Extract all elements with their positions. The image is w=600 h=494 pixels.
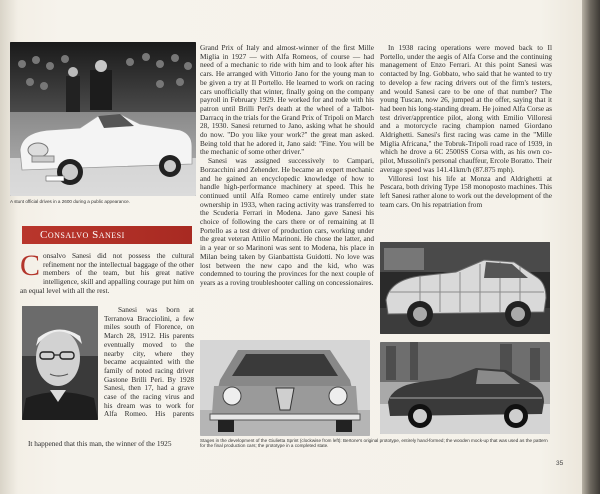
col2-paragraph-2: Sanesi was assigned successively to Campari, Borzacchini and Zehender. He became an expert mechanic and he gained an encyclopedic knowledge of how to handle high-performance machinery at speed. This he continued until Alfa Romeo came entirely under state ownership in 1933, when racing activity was transferred to the Scuderia Ferrari in Modena. Jano gave Sanesi his choice of following the cars there or of remaining at Il Portello as a test driver of production cars, working under the great veteran Attilio Marinoni. He chose the latter, and in a year or so Marinoni was sent to Modena, his place in Milan being taken by Gianbattista Guidotti. No love was lost between the new capo and the kid, who was condemned to touring the provinces for the next couple of years as a roving troubleshooter calling on concessionaires.: [200, 156, 374, 287]
column-1-narrow: [104, 306, 194, 418]
car-front-photo-art: [200, 340, 370, 436]
drop-cap: C: [20, 252, 41, 282]
caption-bottom: Stages in the development of the Giulietta Sprint (clockwise from left): Bertone's original prototype, entirely hand-formed; the wooden mock-up that was used as the pattern for the final production cars; the prototype in a completed state.: [200, 438, 548, 449]
caption-top-left: A stunt official drives in a 2600 during a public appearance.: [10, 199, 130, 204]
prototype-photo-art: [380, 342, 550, 434]
photo-car-front: [200, 340, 370, 436]
photo-portrait: [22, 306, 98, 420]
column-2: [200, 44, 374, 340]
photo-wooden-mockup: [380, 242, 550, 334]
column-1-bottom: [20, 440, 194, 468]
convertible-photo-art: [10, 42, 196, 196]
book-spine: [582, 0, 600, 494]
col3-paragraph-1: In 1938 racing operations were moved back to Il Portello, under the aegis of Alfa Corse and the continuing management of Enzo Ferrari. At this point Sanesi was contacted by Ing. Gobbato, who said that he wanted to try to develop a few racing drivers out of the firm's testers, and would Sanesi care to be one of that number? The young Tuscan, now 26, jumped at the offer, saying that it had been his long-standing dream. He joined Alfa Corse as test driver/apprentice pilot, along with Emilio Villoresi and a motorcycle racing champion named Giordano Aldrighetti. Sanesi's first racing was came in the "Mille Miglia Africana," the Tobruk-Tripoli road race of 1939, in which he drove a 6C 2500SS Corsa with, as his own co-pilot, Mussolini's personal chauffeur, Ercole Boratto. Their average speed was 141.41km/h (87.875 mph).: [380, 44, 552, 174]
column-1-top: [20, 252, 194, 304]
col1-paragraph-3: It happened that this man, the winner of the 1925: [28, 440, 172, 448]
portrait-photo-art: [22, 306, 98, 420]
col1-paragraph-1: onsalvo Sanesi did not possess the cultural refinement nor the intellectual baggage of the other members of the team, but his great native intelligence, skill and appalling courage put him on an equal level with all the rest.: [20, 252, 194, 295]
photo-prototype-completed: [380, 342, 550, 434]
mockup-photo-art: [380, 242, 550, 334]
page-number: 35: [556, 460, 564, 467]
section-heading: Consalvo Sanesi: [22, 226, 192, 244]
col1-paragraph-2: Sanesi was born at Terranova Bracciolini, a few miles south of Florence, on March 28, 1912. His parents eventually moved to the nearby city, where they became acquainted with the family of noted racing driver Gastone Brilli Peri. By 1928 Sanesi, then 17, had a grave case of the racing virus and his dream was to work for Alfa Romeo. His parents: [104, 306, 194, 418]
column-3: [380, 44, 552, 240]
col2-paragraph-1: Grand Prix of Italy and almost-winner of the first Mille Miglia in 1927 — with Alfa Romeos, of course — had need of a mechanic to ride with him and to look after his cars. He arranged with Vittorio Jano for the young man to be given a try at Il Portello. He learned to work on racing cars unofficially that winter, finally going on the company payroll in February 1929. He worked for and rode with his patron until Brilli Peri's death at the wheel of a Talbot-Darracq in the trials for the Grand Prix of Tripoli on March 28, 1930. Sanesi returned to Jano, asking what he should do now. "Do you like your work?" the great man asked. Being told that he adored it, Jano said: "Fine. You will be the mechanic of some other driver.": [200, 44, 374, 157]
photo-convertible: [10, 42, 196, 196]
col3-paragraph-2: Villoresi lost his life at Monza and Aldrighetti at Pescara, both driving Type 158 monoposto machines. This left Sanesi rather alone to work out the development of the team cars. On his repatriation from: [380, 173, 552, 209]
